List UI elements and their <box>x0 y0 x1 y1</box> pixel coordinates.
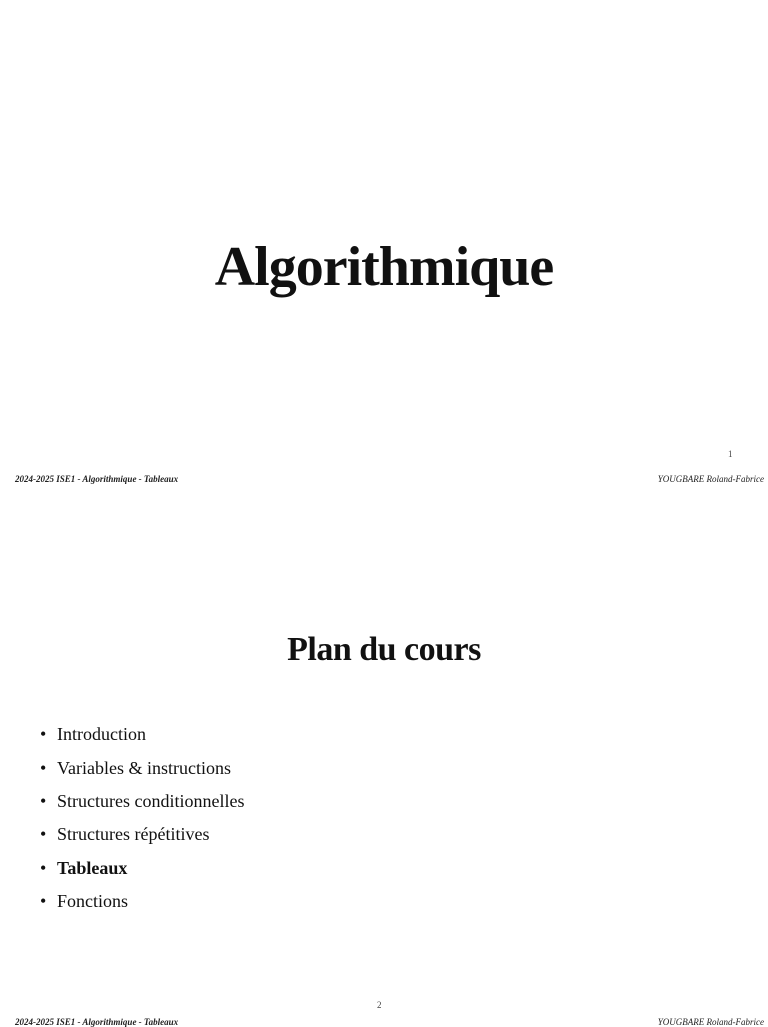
bullet-icon: • <box>40 891 47 912</box>
agenda-item-label: Fonctions <box>57 891 129 912</box>
bullet-icon: • <box>40 724 47 745</box>
agenda-item <box>40 818 244 851</box>
page-number: 1 <box>728 449 733 459</box>
agenda-item <box>40 751 244 784</box>
agenda-list <box>40 718 244 918</box>
slide-title <box>0 0 768 510</box>
outline-heading: Plan du cours <box>287 631 481 668</box>
agenda-item <box>40 718 244 751</box>
agenda-item-label: Structures répétitives <box>57 824 210 845</box>
slide-outline <box>0 510 768 1027</box>
footer-author: YOUGBARE Roland-Fabrice <box>657 474 764 484</box>
slide-title-heading: Algorithmique <box>214 236 554 298</box>
bullet-icon: • <box>40 790 47 811</box>
agenda-item <box>40 785 244 818</box>
agenda-item <box>40 885 244 918</box>
footer-author: YOUGBARE Roland-Fabrice <box>657 1017 764 1027</box>
footer-course-info: 2024-2025 ISE1 - Algorithmique - Tableaux <box>15 474 179 484</box>
bullet-icon: • <box>40 824 47 845</box>
footer-course-info: 2024-2025 ISE1 - Algorithmique - Tableaux <box>15 1017 179 1027</box>
agenda-item-label: Tableaux <box>57 857 128 878</box>
agenda-item-label: Structures conditionnelles <box>57 790 245 811</box>
agenda-item-label: Introduction <box>57 724 146 745</box>
agenda-item-label: Variables & instructions <box>57 757 231 778</box>
agenda-item-current <box>40 852 244 885</box>
page-number: 2 <box>377 1000 382 1010</box>
bullet-icon: • <box>40 757 47 778</box>
bullet-icon: • <box>40 857 47 878</box>
